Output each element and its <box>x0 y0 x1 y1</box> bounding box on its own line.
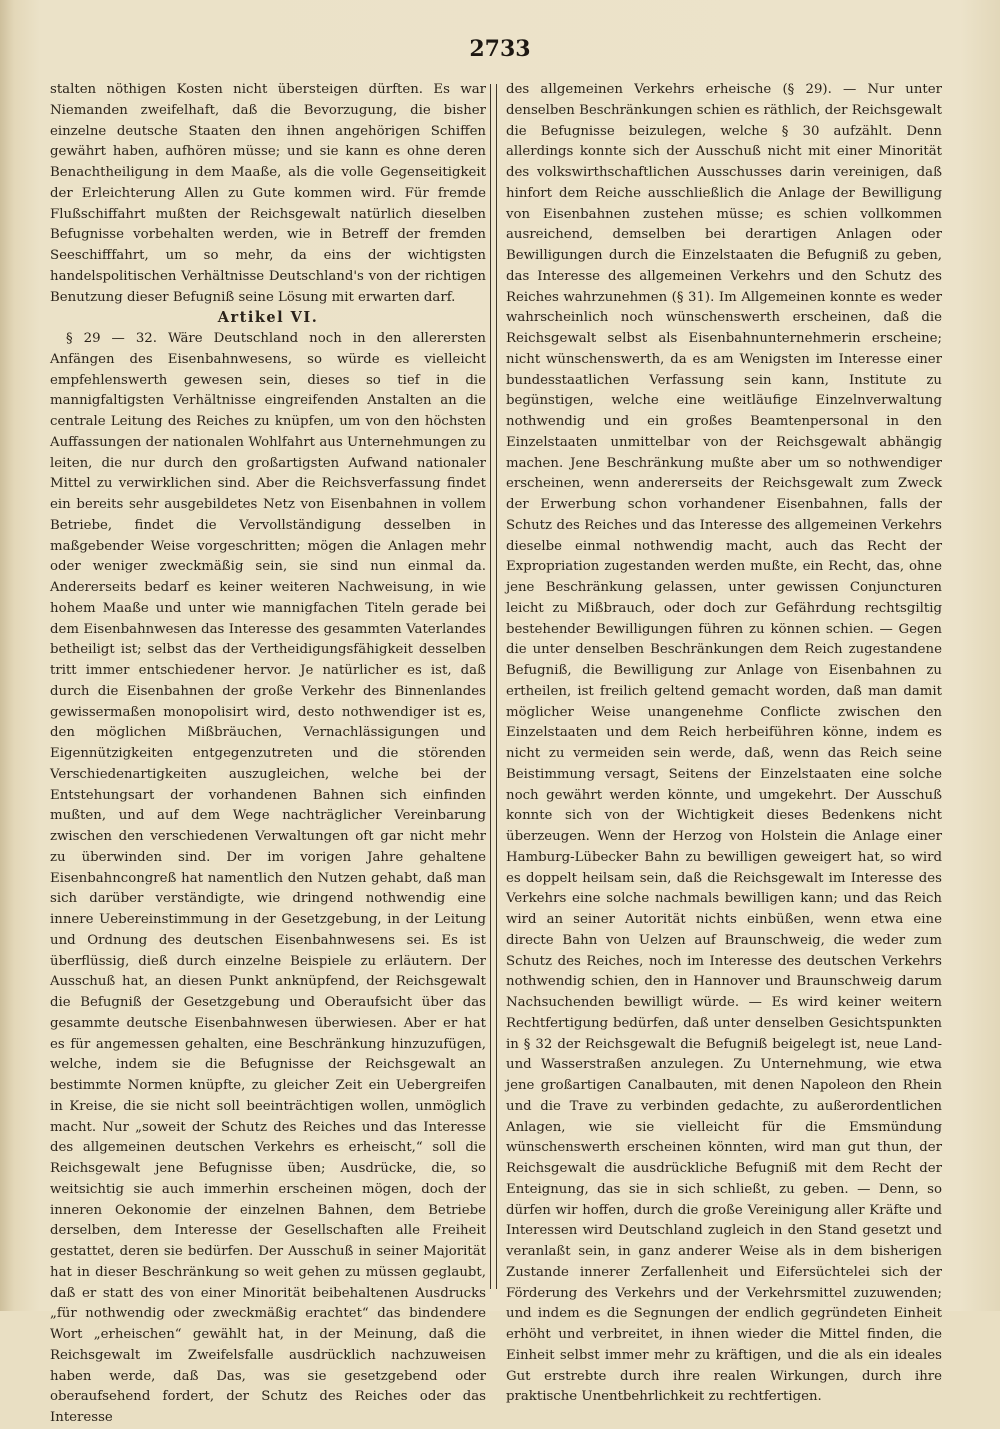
binding-edge <box>0 60 16 1260</box>
left-column <box>50 80 486 1429</box>
column-divider <box>490 84 497 1289</box>
right-column <box>506 80 942 1408</box>
right-paragraph-1: des allgemeinen Verkehrs erheische (§ 29). — Nur unter denselben Beschränkungen schien es räthlich, der Reichsgewalt die Befugnisse beizulegen, welche § 30 aufzählt. Denn allerdings konnte sich der Ausschuß nicht mit einer Minorität des volkswirthschaftlichen Ausschusses darin vereinigen, daß hinfort dem Reiche ausschließlich die Anlage der Bewilligung von Eisenbahnen zustehen müsse; es schien vollkommen ausreichend, demselben bei derartigen Anlagen oder Bewilligungen durch die Einzelstaaten die Befugniß zu geben, das Interesse des allgemeinen Verkehrs und den Schutz des Reiches wahrzunehmen (§ 31). Im Allgemeinen konnte es weder wahrscheinlich noch wünschenswerth erscheinen, daß die Reichsgewalt selbst als Eisenbahnunternehmerin erscheine; nicht wünschenswerth, da es am Wenigsten im Interesse einer bundesstaatlichen Verfassung sein kann, Institute zu begünstigen, welche eine weitläufige Einzelnverwaltung nothwendig und ein großes Beamtenpersonal in den Einzelstaaten unmittelbar von der Reichsgewalt abhängig machen. Jene Beschränkung mußte aber um so nothwendiger erscheinen, wenn andererseits der Reichsgewalt zum Zweck der Erwerbung schon vorhandener Eisenbahnen, falls der Schutz des Reiches und das Interesse des allgemeinen Verkehrs dieselbe einmal nothwendig macht, auch das Recht der Expropriation zugestanden werden mußte, ein Recht, das, ohne jene Beschränkung gelassen, unter gewissen Conjuncturen leicht zu Mißbrauch, oder doch zur Gefährdung rechtsgiltig bestehender Bewilligungen führen zu können schien. — Gegen die unter denselben Beschränkungen dem Reich zugestandene Befugniß, die Bewilligung zur Anlage von Eisenbahnen zu ertheilen, ist freilich geltend gemacht worden, daß man damit möglicher Weise unangenehme Conflicte zwischen den Einzelstaaten und dem Reich herbeiführen könne, indem es nicht zu vermeiden sein werde, daß, wenn das Reich seine Beistimmung versagt, Seitens der Einzelstaaten eine solche noch gewährt werden könnte, und umgekehrt. Der Ausschuß konnte sich von der Wichtigkeit dieses Bedenkens nicht überzeugen. Wenn der Herzog von Holstein die Anlage einer Hamburg-Lübecker Bahn zu bewilligen geweigert hat, so wird es doppelt heilsam sein, daß die Reichsgewalt im Interesse des Verkehrs eine solche nachmals bewilligen kann; und das Reich wird an seiner Autorität nichts einbüßen, wenn etwa eine directe Bahn von Uelzen auf Braunschweig, die weder zum Schutz des Reiches, noch im Interesse des deutschen Verkehrs nothwendig schien, den in Hannover und Braunschweig darum Nachsuchenden bewilligt würde. — Es wird keiner weitern Rechtfertigung bedürfen, daß unter denselben Gesichtspunkten in § 32 der Reichsgewalt die Befugniß beigelegt ist, neue Land- und Wasserstraßen anzulegen. Zu Unternehmung, wie etwa jene großartigen Canalbauten, mit denen Napoleon den Rhein und die Trave zu verbinden gedachte, zu außerordentlichen Anlagen, wie sie vielleicht für die Emsmündung wünschenswerth erscheinen könnten, wird man gut thun, der Reichsgewalt die ausdrückliche Befugniß mit dem Recht der Enteignung, das sie in sich schließt, zu geben. — Denn, so dürfen wir hoffen, durch die große Vereinigung aller Kräfte und Interessen wird Deutschland zugleich in den Stand gesetzt und veranlaßt sein, in ganz anderer Weise als in dem bisherigen Zustande innerer Zerfallenheit und Eifersüchtelei sich der Förderung des Verkehrs und der Verkehrsmittel zuzuwenden; und indem es die Segnungen der endlich gegründeten Einheit erhöht und verbreitet, in ihnen wieder die Mittel finden, die Einheit selbst immer mehr zu kräftigen, und die als ein ideales Gut erstrebte durch ihre realen Wirkungen, durch ihre praktische Unentbehrlichkeit zu rechtfertigen. <box>506 82 942 1405</box>
left-paragraph-1: stalten nöthigen Kosten nicht übersteigen dürften. Es war Niemanden zweifelhaft, daß die Bevorzugung, die bisher einzelne deutsche Staaten den ihnen angehörigen Schiffen gewährt haben, aufhören müsse; und sie kann es ohne deren Benachtheiligung in dem Maaße, als die volle Gegenseitigkeit der Erleichterung Allen zu Gute kommen wird. Für fremde Flußschiffahrt mußten der Reichsgewalt natürlich dieselben Befugnisse vorbehalten werden, wie in Betreff der fremden Seeschifffahrt, um so mehr, da eins der wichtigsten handelspolitischen Verhältnisse Deutschland's von der richtigen Benutzung dieser Befugniß seine Lösung mit erwarten darf. <box>50 82 486 305</box>
left-paragraph-2: § 29 — 32. Wäre Deutschland noch in den allerersten Anfängen des Eisenbahnwesens, so würde es vielleicht empfehlenswerth gewesen sein, dieses so tief in die mannigfaltigsten Verhältnisse eingreifenden Anstalten an die centrale Leitung des Reiches zu knüpfen, um von den höchsten Auffassungen der nationalen Wohlfahrt aus Unternehmungen zu leiten, die nur durch den großartigsten Aufwand nationaler Mittel zu verwirklichen sind. Aber die Reichsverfassung findet ein bereits sehr ausgebildetes Netz von Eisenbahnen in vollem Betriebe, findet die Vervollständigung desselben in maßgebender Weise vorgeschritten; mögen die Anlagen mehr oder weniger zweckmäßig sein, sie sind nun einmal da. Andererseits bedarf es keiner weiteren Nachweisung, in wie hohem Maaße und unter wie mannigfachen Titeln gerade bei dem Eisenbahnwesen das Interesse des gesammten Vaterlandes betheiligt ist; selbst das der Vertheidigungsfähigkeit desselben tritt immer entschiedener hervor. Je natürlicher es ist, daß durch die Eisenbahnen der große Verkehr des Binnenlandes gewissermaßen monopolisirt wird, desto nothwendiger ist es, den möglichen Mißbräuchen, Vernachlässigungen und Eigennützigkeiten entgegenzutreten und die störenden Verschiedenartigkeiten auszugleichen, welche bei der Entstehungsart der vorhandenen Bahnen sich einfinden mußten, und auf dem Wege nachträglicher Vereinbarung zwischen den verschiedenen Verwaltungen oft gar nicht mehr zu überwinden sind. Der im vorigen Jahre gehaltene Eisenbahncongreß hat namentlich den Nutzen gehabt, daß man sich darüber verständigte, wie dringend nothwendig eine innere Uebereinstimmung in der Gesetzgebung, in der Leitung und Ordnung des deutschen Eisenbahnwesens sei. Es ist überflüssig, dieß durch einzelne Beispiele zu erläutern. Der Ausschuß hat, an diesen Punkt anknüpfend, der Reichsgewalt die Befugniß der Gesetzgebung und Oberaufsicht über das gesammte deutsche Eisenbahnwesen überwiesen. Aber er hat es für angemessen gehalten, eine Beschränkung hinzuzufügen, welche, indem sie die Befugnisse der Reichsgewalt an bestimmte Normen knüpfte, zu gleicher Zeit ein Uebergreifen in Kreise, die sie nicht soll beeinträchtigen wollen, unmöglich macht. Nur „soweit der Schutz des Reiches und das Interesse des allgemeinen deutschen Verkehrs es erheischt,“ soll die Reichsgewalt jene Befugnisse üben; Ausdrücke, die, so weitsichtig sie auch immerhin erscheinen mögen, doch der inneren Oekonomie der einzelnen Bahnen, dem Betriebe derselben, dem Interesse der Gesellschaften alle Freiheit gestattet, deren sie bedürfen. Der Ausschuß in seiner Majorität hat in dieser Beschränkung so weit gehen zu müssen geglaubt, daß er statt des von einer Minorität beibehaltenen Ausdrucks „für nothwendig oder zweckmäßig erachtet“ das bindendere Wort „erheischen“ gewählt hat, in der Meinung, daß die Reichsgewalt im Zweifelsfalle ausdrücklich nachzuweisen haben werde, daß Das, was sie gesetzgebend oder oberaufsehend fordert, der Schutz des Reiches oder das Interesse <box>50 331 486 1425</box>
article-heading: Artikel VI. <box>217 309 319 327</box>
page-number: 2733 <box>469 36 531 62</box>
